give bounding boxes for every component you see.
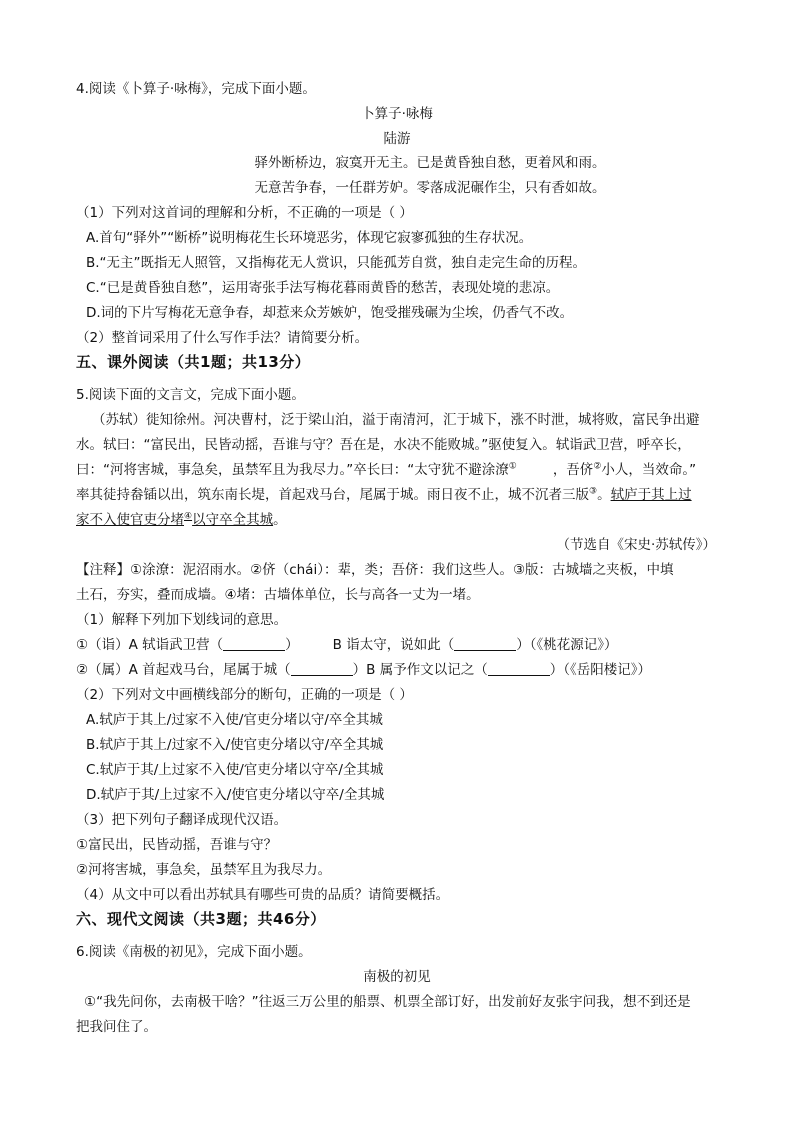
poem-line-1: 驿外断桥边，寂寞开无主。已是黄昏独自愁，更着风和雨。 [254, 155, 606, 171]
annotation-line-1: 【注释】①涂潦：泥沼雨水。②侪（chái）：辈，类；吾侪：我们这些人。③版：古城墙之夹板，中填 [76, 562, 674, 578]
translate-item-2: ②河将害城，事急矣，虽禁军且为我尽力。 [76, 862, 332, 878]
translate-item-1: ①富民出，民皆动摇，吾谁与守？ [76, 837, 278, 853]
underlined-sentence-part-1: 轼庐于其上过 [610, 487, 692, 503]
article-line-2: 把我问住了。 [76, 1019, 157, 1035]
poem-author: 陆游 [383, 131, 411, 147]
q5-option-d: D.轼庐于其/上过家不入/使官吏分堵以守卒/全其城 [86, 787, 385, 803]
passage-line-2: 水。轼曰：“富民出，民皆动摇，吾谁与守？吾在是，水决不能败城。”驱使复入。轼诣武卫营，呼卒长， [76, 437, 691, 453]
q4-option-b: B.“无主”既指无人照管，又指梅花无人赏识，只能孤芳自赏，独自走完生命的历程。 [86, 255, 587, 271]
answer-blank[interactable] [488, 661, 550, 676]
q5-sub3: （3）把下列句子翻译成现代汉语。 [76, 812, 288, 828]
question-6-intro: 6.阅读《南极的初见》，完成下面小题。 [76, 944, 312, 960]
poem-line-2: 无意苦争春，一任群芳妒。零落成泥碾作尘，只有香如故。 [254, 180, 606, 196]
q4-option-a: A.首句“驿外”“断桥”说明梅花生长环境恶劣，体现它寂寥孤独的生存状况。 [86, 230, 533, 246]
question-4-intro: 4.阅读《卜算子·咏梅》，完成下面小题。 [76, 81, 316, 97]
q5-sub2: （2）下列对文中画横线部分的断句，正确的一项是（ ） [76, 687, 413, 703]
answer-blank[interactable] [223, 636, 285, 651]
annotation-line-2: 土石，夯实，叠而成墙。④堵：古墙体单位，长与高各一丈为一堵。 [76, 587, 480, 603]
q5-sub4: （4）从文中可以看出苏轼具有哪些可贵的品质？请简要概括。 [76, 887, 450, 903]
q5-option-b: B.轼庐于其上/过家不入/使官吏分堵以守/卒全其城 [86, 737, 384, 753]
section-5-heading: 五、课外阅读（共1题；共13分） [76, 353, 311, 371]
passage-line-5: 家不入使官吏分堵④以守卒全其城。 [76, 511, 287, 528]
q4-option-c: C.“已是黄昏独自愁”，运用寄张手法写梅花暮雨黄昏的愁苦，表现处境的悲凉。 [86, 280, 560, 296]
word-item-1: ①（诣）A 轼诣武卫营（ ） B 诣太守，说如此（ ）（《桃花源记》） [76, 637, 618, 653]
passage-line-4: 率其徒持畚锸以出，筑东南长堤，首起戏马台，尾属于城。雨日夜不止，城不沉者三版③。轼庐于其上过 [76, 486, 692, 503]
q5-option-a: A.轼庐于其上/过家不入使/官吏分堵以守/卒全其城 [86, 712, 383, 728]
passage-line-1: （苏轼）徙知徐州。河决曹村，泛于梁山泊，溢于南清河，汇于城下，涨不时泄，城将败，富民争出避 [92, 412, 700, 428]
question-5-intro: 5.阅读下面的文言文，完成下面小题。 [76, 387, 305, 403]
q4-sub1: （1）下列对这首词的理解和分析，不正确的一项是（ ） [76, 205, 413, 221]
poem-title: 卜算子·咏梅 [361, 106, 433, 122]
answer-blank[interactable] [454, 636, 516, 651]
underlined-sentence-part-2: 家不入使官吏分堵 [76, 512, 184, 528]
section-6-heading: 六、现代文阅读（共3题；共46分） [76, 910, 326, 928]
q5-option-c: C.轼庐于其/上过家不入使/官吏分堵以守卒/全其城 [86, 762, 384, 778]
underlined-sentence-part-3: 以守卒全其城 [192, 512, 274, 528]
article-line-1: ①“我先问你，去南极干啥？”往返三万公里的船票、机票全部订好，出发前好友张宇问我，想不到还是 [84, 994, 691, 1010]
q4-sub2: （2）整首词采用了什么写作手法？请简要分析。 [76, 330, 369, 346]
word-item-2: ②（属）A 首起戏马台，尾属于城（ ）B 属予作文以记之（ ）（《岳阳楼记》） [76, 662, 651, 678]
answer-blank[interactable] [291, 661, 353, 676]
article-title: 南极的初见 [363, 969, 431, 985]
q4-option-d: D.词的下片写梅花无意争春，却惹来众芳嫉妒，饱受摧残碾为尘埃，仍香气不改。 [86, 305, 574, 321]
passage-line-3: 曰：“河将害城，事急矣，虽禁军且为我尽力。”卒长曰：“太守犹不避涂潦① ，吾侪②小人，当效命。” [76, 461, 697, 478]
passage-source: （节选自《宋史·苏轼传》） [556, 537, 716, 553]
q5-sub1: （1）解释下列加下划线词的意思。 [76, 612, 288, 628]
